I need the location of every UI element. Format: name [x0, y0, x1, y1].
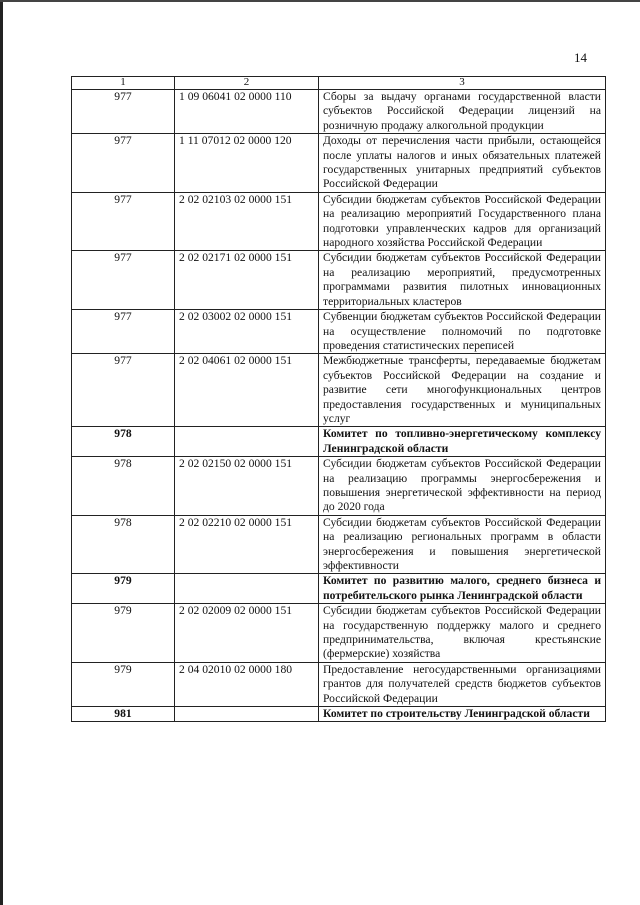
budget-code-cell: 2 04 02010 02 0000 180	[175, 662, 319, 706]
revenue-description-cell: Комитет по развитию малого, среднего бизнеса и потребительского рынка Ленинградской области	[319, 574, 606, 604]
revenue-description-cell: Сборы за выдачу органами государственной власти субъектов Российской Федерации лицензий на розничную продажу алкогольной продукции	[319, 90, 606, 134]
table-row	[72, 662, 606, 706]
admin-code-cell: 977	[72, 354, 175, 427]
table-section-row	[72, 427, 606, 457]
admin-code-cell: 978	[72, 427, 175, 457]
revenue-description-cell: Субсидии бюджетам субъектов Российской Федерации на реализацию программы энергосбережения и повышения энергетической эффективности на период до 2020 года	[319, 457, 606, 516]
budget-code-cell: 2 02 02171 02 0000 151	[175, 251, 319, 310]
admin-code-cell: 977	[72, 310, 175, 354]
revenue-description-cell: Субвенции бюджетам субъектов Российской Федерации на осуществление полномочий по подготовке проведения статистических переписей	[319, 310, 606, 354]
admin-code-cell: 978	[72, 457, 175, 516]
budget-code-cell: 2 02 04061 02 0000 151	[175, 354, 319, 427]
budget-code-cell: 2 02 02210 02 0000 151	[175, 515, 319, 574]
column-number-3: 3	[319, 77, 606, 90]
table-section-row	[72, 574, 606, 604]
revenue-description-cell: Комитет по топливно-энергетическому комплексу Ленинградской области	[319, 427, 606, 457]
table-row	[72, 310, 606, 354]
scan-edge	[0, 0, 3, 905]
admin-code-cell: 977	[72, 90, 175, 134]
table-row	[72, 251, 606, 310]
column-number-1: 1	[72, 77, 175, 90]
revenue-description-cell: Субсидии бюджетам субъектов Российской Федерации на реализацию мероприятий, предусмотренных программами развития пилотных инновационных территориальных кластеров	[319, 251, 606, 310]
page-number: 14	[574, 50, 587, 65]
admin-code-cell: 979	[72, 574, 175, 604]
budget-code-cell	[175, 427, 319, 457]
revenue-description-cell: Субсидии бюджетам субъектов Российской Федерации на реализацию региональных программ в области энергосбережения и повышения энергетической эффективности	[319, 515, 606, 574]
revenue-description-cell: Предоставление негосударственными организациями грантов для получателей средств бюджетов субъектов Российской Федерации	[319, 662, 606, 706]
budget-code-cell: 2 02 03002 02 0000 151	[175, 310, 319, 354]
budget-code-cell: 1 11 07012 02 0000 120	[175, 134, 319, 193]
budget-code-cell: 2 02 02150 02 0000 151	[175, 457, 319, 516]
admin-code-cell: 977	[72, 134, 175, 193]
table-row	[72, 134, 606, 193]
scan-edge-top	[0, 0, 640, 2]
admin-code-cell: 978	[72, 515, 175, 574]
admin-code-cell: 977	[72, 192, 175, 251]
revenue-description-cell: Межбюджетные трансферты, передаваемые бюджетам субъектов Российской Федерации на создание и развитие сети многофункциональных центров предоставления государственных и муниципальных услуг	[319, 354, 606, 427]
revenue-description-cell: Комитет по строительству Ленинградской области	[319, 707, 606, 722]
table-row	[72, 354, 606, 427]
table-row	[72, 90, 606, 134]
revenue-description-cell: Субсидии бюджетам субъектов Российской Федерации на реализацию мероприятий Государственного плана подготовки управленческих кадров для организаций народного хозяйства Российской Федерации	[319, 192, 606, 251]
table-section-row	[72, 707, 606, 722]
table-row	[72, 192, 606, 251]
budget-code-cell: 2 02 02103 02 0000 151	[175, 192, 319, 251]
admin-code-cell: 979	[72, 662, 175, 706]
revenue-administrators-table	[71, 76, 606, 722]
revenue-description-cell: Доходы от перечисления части прибыли, остающейся после уплаты налогов и иных обязательных платежей государственных унитарных предприятий субъектов Российской Федерации	[319, 134, 606, 193]
column-number-2: 2	[175, 77, 319, 90]
budget-code-cell	[175, 707, 319, 722]
table-body	[72, 90, 606, 722]
admin-code-cell: 981	[72, 707, 175, 722]
column-number-row	[72, 77, 606, 90]
budget-code-cell: 2 02 02009 02 0000 151	[175, 604, 319, 663]
table-row	[72, 515, 606, 574]
admin-code-cell: 979	[72, 604, 175, 663]
table-row	[72, 457, 606, 516]
budget-code-cell: 1 09 06041 02 0000 110	[175, 90, 319, 134]
revenue-description-cell: Субсидии бюджетам субъектов Российской Федерации на государственную поддержку малого и среднего предпринимательства, включая крестьянские (фермерские) хозяйства	[319, 604, 606, 663]
budget-code-cell	[175, 574, 319, 604]
table-row	[72, 604, 606, 663]
admin-code-cell: 977	[72, 251, 175, 310]
